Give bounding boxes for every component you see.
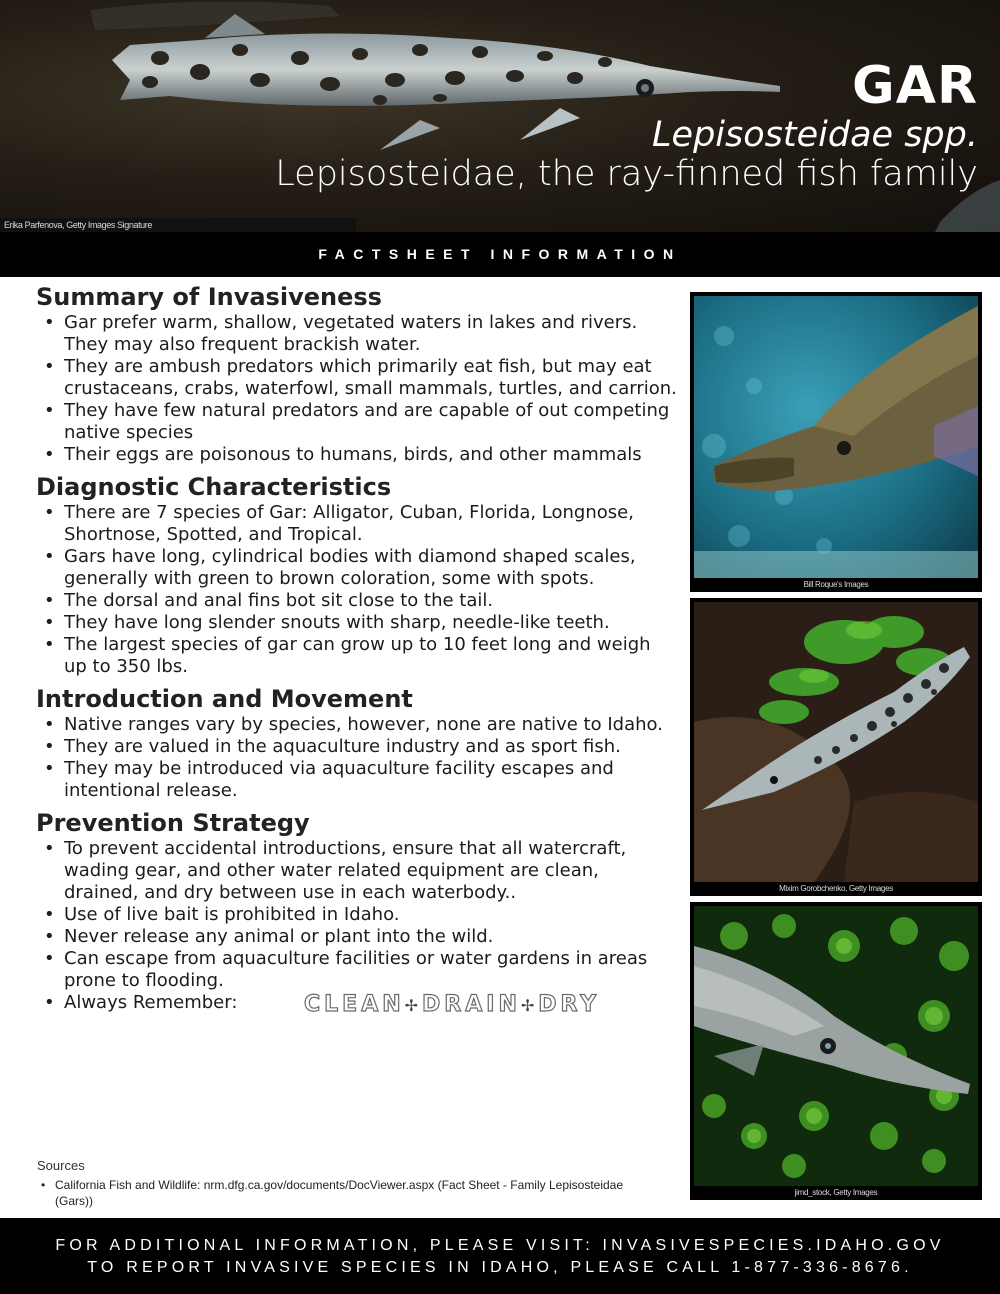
summary-list xyxy=(36,312,678,466)
list-item: • To prevent accidental introductions, ensure that all watercraft, wading gear, and other water related equipment are clean, drained, and dry between use in each waterbody.. xyxy=(36,838,678,904)
slogan-drain: DRAIN xyxy=(422,992,521,1017)
always-remember-label: Always Remember: xyxy=(64,992,238,1013)
header-photo-credit: Erika Parfenova, Getty Images Signature xyxy=(0,218,356,232)
sources-list xyxy=(37,1177,657,1209)
clean-drain-dry-logo xyxy=(304,994,600,1017)
section-title-summary: Summary of Invasiveness xyxy=(36,283,382,311)
main-content xyxy=(36,282,678,1020)
list-item: • They are valued in the aquaculture industry and as sport fish. xyxy=(36,736,678,758)
list-item: • The dorsal and anal fins bot sit close to the tail. xyxy=(36,590,678,612)
prevention-list xyxy=(36,838,678,1017)
footer-report-line: TO REPORT INVASIVE SPECIES IN IDAHO, PLEASE CALL 1-877-336-8676. xyxy=(87,1259,913,1276)
sources xyxy=(37,1158,657,1209)
footer-info-line: FOR ADDITIONAL INFORMATION, PLEASE VISIT: INVASIVESPECIES.IDAHO.GOV xyxy=(55,1237,945,1254)
slogan-clean: CLEAN xyxy=(304,992,405,1017)
introduction-list xyxy=(36,714,678,802)
propeller-icon: ✢ xyxy=(404,996,419,1015)
list-item: • Use of live bait is prohibited in Idaho. xyxy=(36,904,678,926)
scientific-name: Lepisosteidae spp. xyxy=(652,115,978,155)
list-item: • Native ranges vary by species, however, none are native to Idaho. xyxy=(36,714,678,736)
list-item: • They are ambush predators which primarily eat fish, but may eat crustaceans, crabs, waterfowl, small mammals, turtles, and carrion. xyxy=(36,356,678,400)
diagnostic-list xyxy=(36,502,678,678)
photo-credit: Bill Roque's Images xyxy=(803,580,869,589)
slogan-dry: DRY xyxy=(538,992,601,1017)
title-block xyxy=(275,56,978,194)
family-name: Lepisosteidae, the ray-finned fish family xyxy=(275,154,978,194)
list-item: • Never release any animal or plant into the wild. xyxy=(36,926,678,948)
always-remember-item xyxy=(36,992,678,1017)
list-item: • They have long slender snouts with sharp, needle-like teeth. xyxy=(36,612,678,634)
page-title: GAR xyxy=(852,56,978,116)
photo-spotted-gar xyxy=(690,598,982,896)
list-item: • Can escape from aquaculture facilities or water gardens in areas prone to flooding. xyxy=(36,948,678,992)
spotted-gar-image xyxy=(694,602,978,882)
list-item: • Gars have long, cylindrical bodies with diamond shaped scales, generally with green to brown coloration, some with spots. xyxy=(36,546,678,590)
section-title-prevention: Prevention Strategy xyxy=(36,809,310,837)
list-item: • The largest species of gar can grow up to 10 feet long and weigh up to 350 lbs. xyxy=(36,634,678,678)
photo-credit: Mixim Gorobchenko, Getty Images xyxy=(779,884,893,893)
sources-title: Sources xyxy=(37,1158,85,1173)
longnose-gar-image xyxy=(694,906,978,1186)
section-title-introduction: Introduction and Movement xyxy=(36,685,413,713)
footer xyxy=(0,1218,1000,1294)
list-item: • They have few natural predators and are capable of out competing native species xyxy=(36,400,678,444)
header-banner xyxy=(0,0,1000,232)
list-item: • Their eggs are poisonous to humans, birds, and other mammals xyxy=(36,444,678,466)
propeller-icon: ✢ xyxy=(520,996,535,1015)
source-item: • California Fish and Wildlife: nrm.dfg.ca.gov/documents/DocViewer.aspx (Fact Sheet - Family Lepisosteidae (Gars)) xyxy=(37,1177,657,1209)
factsheet-band: FACTSHEET INFORMATION xyxy=(0,232,1000,277)
section-title-diagnostic: Diagnostic Characteristics xyxy=(36,473,392,501)
photo-alligator-gar xyxy=(690,292,982,592)
photo-credit: jimd_stock, Getty Images xyxy=(794,1188,878,1197)
photo-longnose-gar xyxy=(690,902,982,1200)
list-item: • There are 7 species of Gar: Alligator, Cuban, Florida, Longnose, Shortnose, Spotted, and Tropical. xyxy=(36,502,678,546)
list-item: • Gar prefer warm, shallow, vegetated waters in lakes and rivers. They may also frequent brackish water. xyxy=(36,312,678,356)
list-item: • They may be introduced via aquaculture facility escapes and intentional release. xyxy=(36,758,678,802)
alligator-gar-image xyxy=(694,296,978,578)
